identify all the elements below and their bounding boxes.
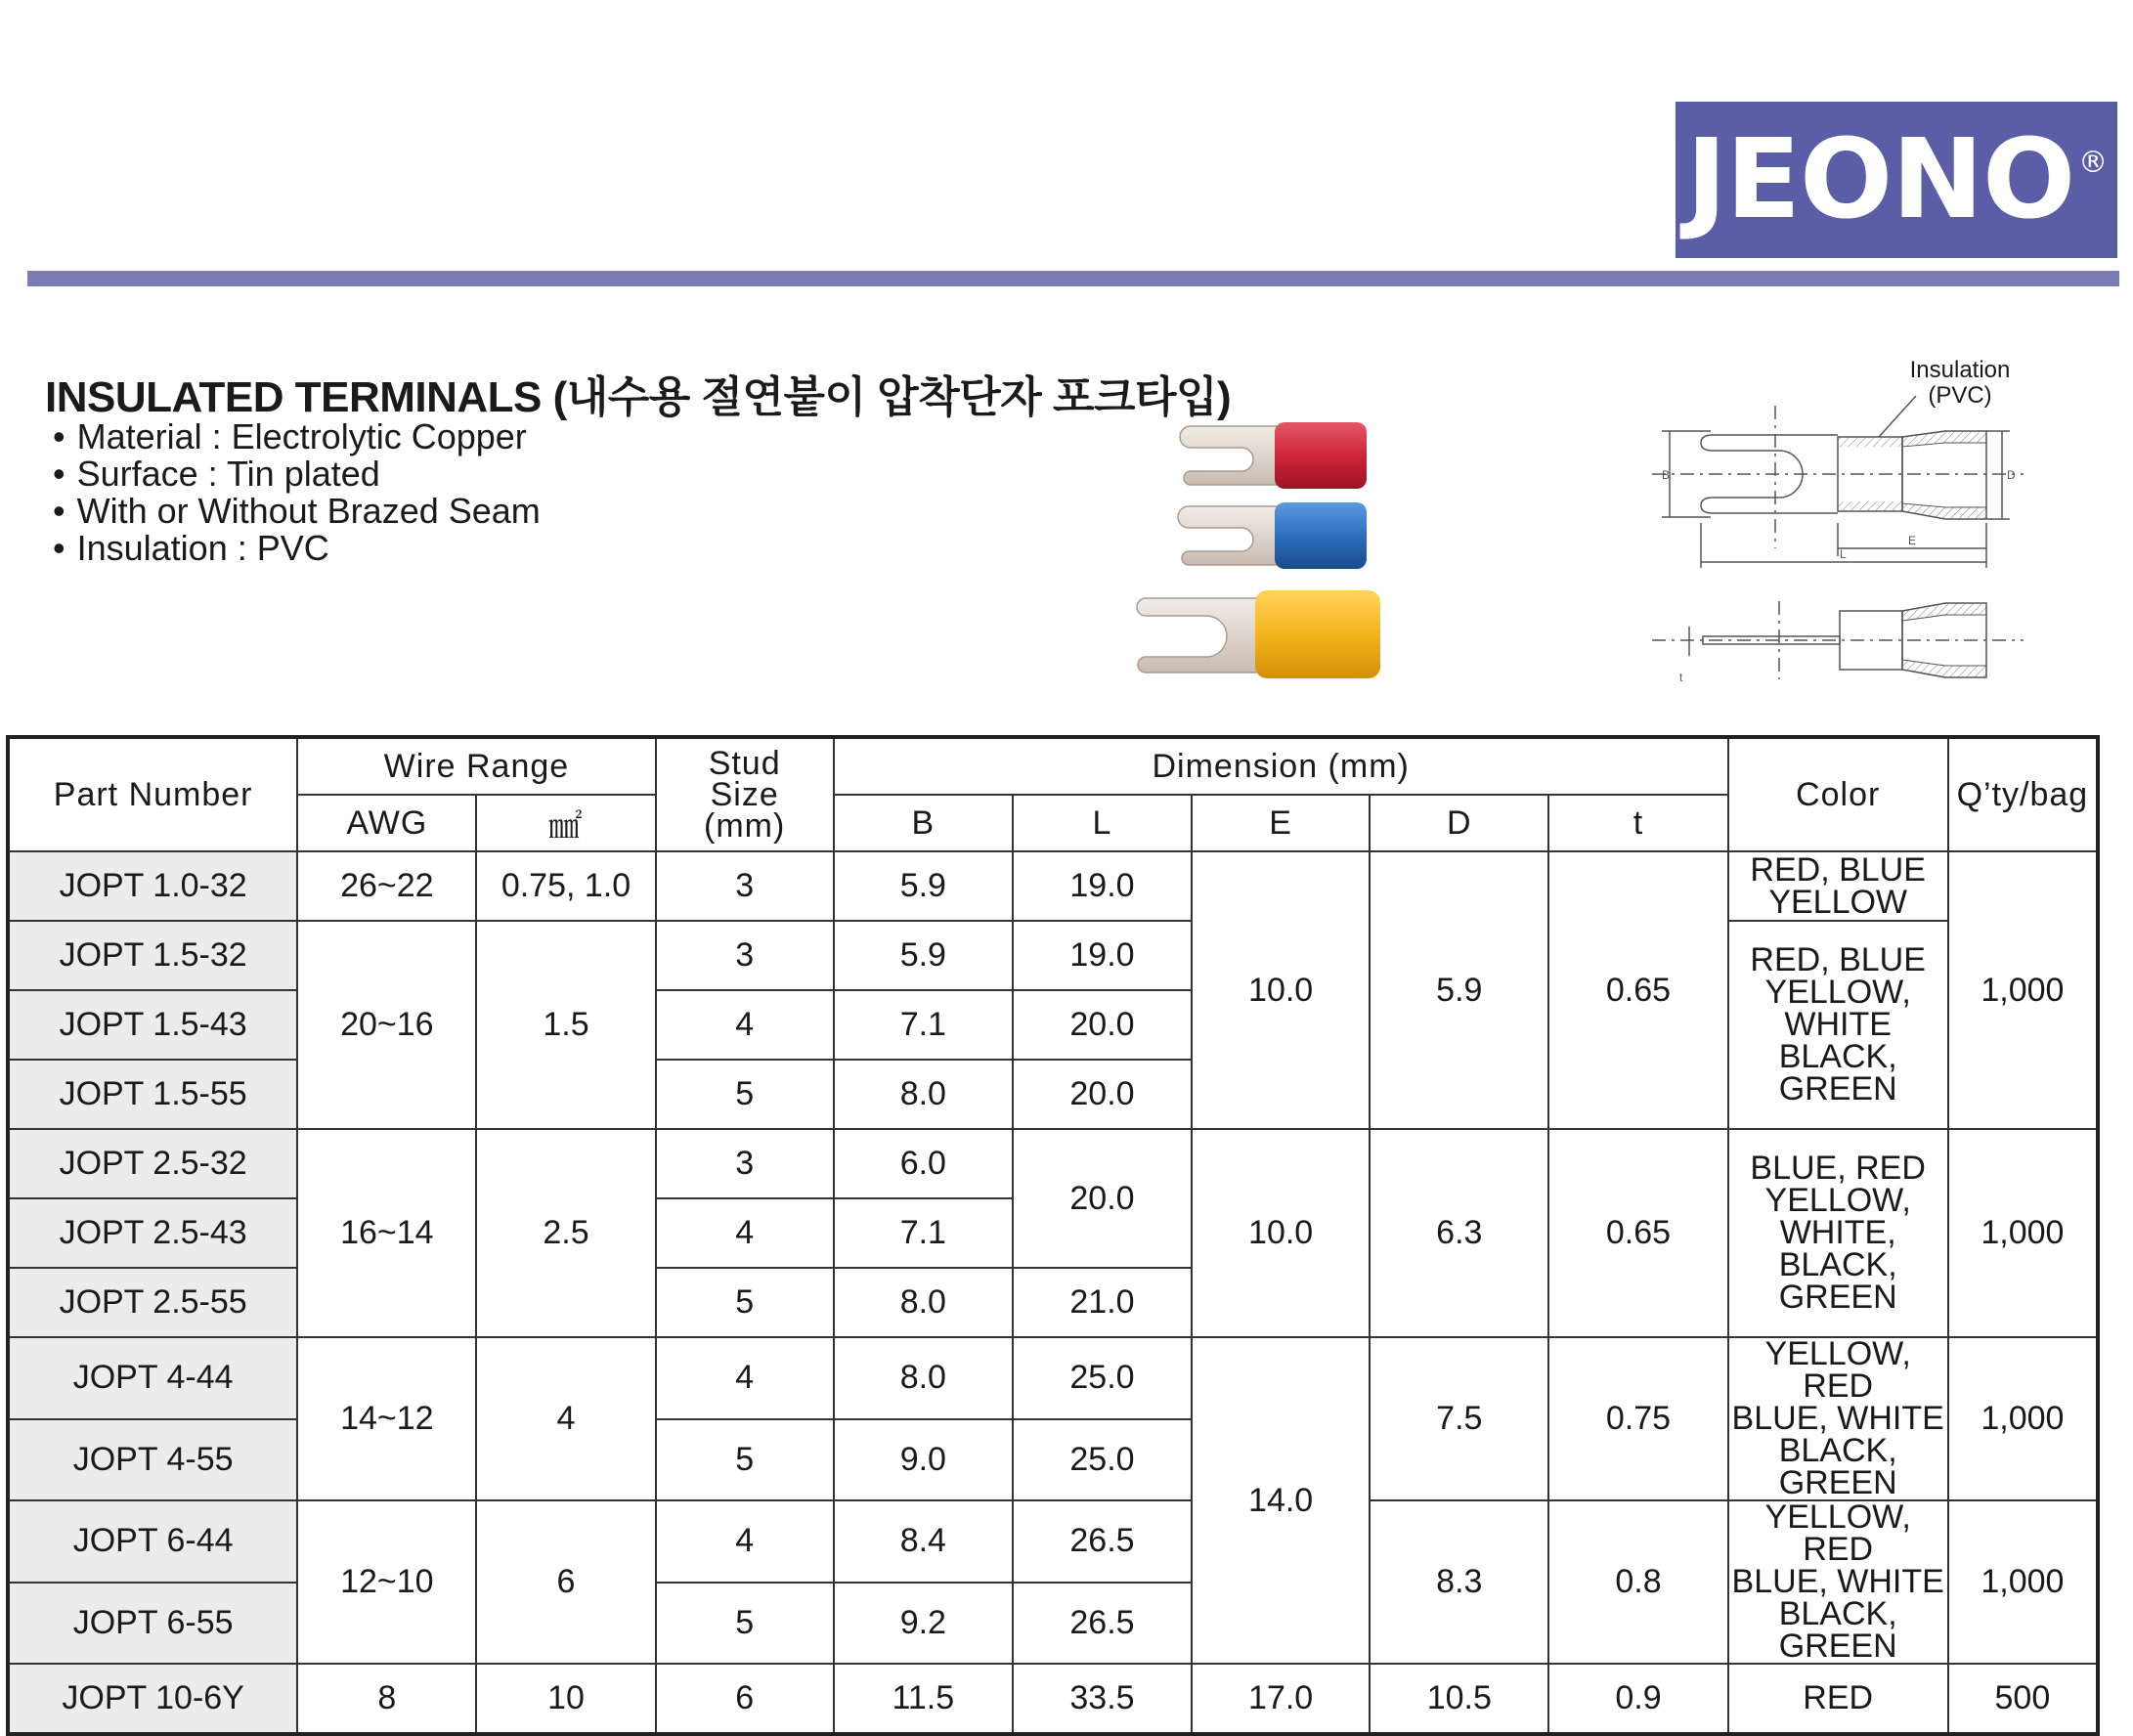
mm2-cell: 6: [476, 1500, 655, 1664]
registered-mark: ®: [2078, 145, 2108, 180]
l-cell: 19.0: [1013, 921, 1192, 990]
mm2-cell: 4: [476, 1337, 655, 1500]
stud-cell: 5: [656, 1268, 834, 1337]
dim-e-label: E: [1908, 534, 1917, 547]
header-color: Color: [1728, 737, 1948, 851]
stud-cell: 5: [656, 1060, 834, 1129]
table-row: [8, 851, 2098, 921]
b-cell: 7.1: [834, 990, 1013, 1060]
awg-cell: 20~16: [297, 921, 476, 1129]
part-number: JOPT 1.5-55: [8, 1060, 297, 1129]
brand-name: JEONO: [1685, 116, 2075, 243]
t-cell: 0.8: [1548, 1500, 1727, 1664]
spec-table: [6, 735, 2100, 1736]
awg-cell: 16~14: [297, 1129, 476, 1337]
d-cell: 5.9: [1370, 851, 1548, 1129]
color-cell: YELLOW, RED BLUE, WHITE BLACK, GREEN: [1728, 1500, 1948, 1664]
color-cell: YELLOW, RED BLUE, WHITE BLACK, GREEN: [1728, 1337, 1948, 1500]
e-cell: 17.0: [1192, 1664, 1370, 1734]
page-title: INSULATED TERMINALS (내수용 절연붙이 압착단자 포크타입): [45, 373, 1232, 421]
header-dimension: Dimension (mm): [834, 737, 1728, 795]
stud-cell: 3: [656, 1129, 834, 1198]
header-e: E: [1192, 795, 1370, 851]
spec-seam: • With or Without Brazed Seam: [53, 493, 541, 530]
awg-cell: 8: [297, 1664, 476, 1734]
header-awg: AWG: [297, 795, 476, 851]
t-cell: 0.9: [1548, 1664, 1727, 1734]
header-qty: Q’ty/bag: [1948, 737, 2098, 851]
l-cell: 25.0: [1013, 1337, 1192, 1419]
b-cell: 9.0: [834, 1419, 1013, 1501]
e-cell: 14.0: [1192, 1337, 1370, 1664]
stud-cell: 3: [656, 921, 834, 990]
d-cell: 8.3: [1370, 1500, 1548, 1664]
l-cell: 20.0: [1013, 1129, 1192, 1268]
mm2-cell: 10: [476, 1664, 655, 1734]
spec-list: [53, 418, 541, 567]
b-cell: 8.0: [834, 1060, 1013, 1129]
header-t: t: [1548, 795, 1727, 851]
l-cell: 20.0: [1013, 1060, 1192, 1129]
product-photo: [1132, 411, 1425, 684]
yellow-terminal: [1137, 590, 1380, 678]
stud-cell: 4: [656, 1500, 834, 1583]
b-cell: 5.9: [834, 921, 1013, 990]
b-cell: 5.9: [834, 851, 1013, 921]
dim-b-label: B: [1662, 468, 1671, 482]
b-cell: 7.1: [834, 1198, 1013, 1268]
part-number: JOPT 2.5-32: [8, 1129, 297, 1198]
technical-drawing: [1623, 357, 2033, 709]
table-row: [8, 1337, 2098, 1419]
awg-cell: 14~12: [297, 1337, 476, 1500]
header-stud-size: Stud Size (mm): [656, 737, 834, 851]
qty-cell: 1,000: [1948, 851, 2098, 1129]
part-number: JOPT 1.5-43: [8, 990, 297, 1060]
table-row: [8, 1500, 2098, 1583]
color-cell: RED, BLUE YELLOW, WHITE BLACK, GREEN: [1728, 921, 1948, 1129]
e-cell: 10.0: [1192, 851, 1370, 1129]
mm2-cell: 1.5: [476, 921, 655, 1129]
dim-l-label: L: [1840, 547, 1847, 561]
color-cell: RED, BLUE YELLOW: [1728, 851, 1948, 921]
awg-cell: 26~22: [297, 851, 476, 921]
stud-cell: 4: [656, 1198, 834, 1268]
part-number: JOPT 4-55: [8, 1419, 297, 1501]
b-cell: 8.0: [834, 1337, 1013, 1419]
qty-cell: 1,000: [1948, 1129, 2098, 1337]
part-number: JOPT 6-44: [8, 1500, 297, 1583]
stud-cell: 3: [656, 851, 834, 921]
mm2-cell: 0.75, 1.0: [476, 851, 655, 921]
b-cell: 8.4: [834, 1500, 1013, 1583]
stud-cell: 5: [656, 1583, 834, 1665]
l-cell: 19.0: [1013, 851, 1192, 921]
header-b: B: [834, 795, 1013, 851]
mm2-cell: 2.5: [476, 1129, 655, 1337]
part-number: JOPT 10-6Y: [8, 1664, 297, 1734]
table-row: [8, 1664, 2098, 1734]
t-cell: 0.65: [1548, 1129, 1727, 1337]
d-cell: 7.5: [1370, 1337, 1548, 1500]
l-cell: 26.5: [1013, 1500, 1192, 1583]
header-d: D: [1370, 795, 1548, 851]
stud-cell: 4: [656, 1337, 834, 1419]
header-rule: [27, 271, 2119, 286]
dim-d-label: D: [2007, 468, 2016, 482]
b-cell: 9.2: [834, 1583, 1013, 1665]
header-wire-range: Wire Range: [297, 737, 655, 795]
part-number: JOPT 1.0-32: [8, 851, 297, 921]
t-cell: 0.65: [1548, 851, 1727, 1129]
l-cell: 21.0: [1013, 1268, 1192, 1337]
t-cell: 0.75: [1548, 1337, 1727, 1500]
qty-cell: 1,000: [1948, 1500, 2098, 1664]
header-l: L: [1013, 795, 1192, 851]
e-cell: 10.0: [1192, 1129, 1370, 1337]
qty-cell: 1,000: [1948, 1337, 2098, 1500]
stud-cell: 4: [656, 990, 834, 1060]
b-cell: 8.0: [834, 1268, 1013, 1337]
b-cell: 11.5: [834, 1664, 1013, 1734]
table-row: [8, 921, 2098, 990]
b-cell: 6.0: [834, 1129, 1013, 1198]
spec-material: • Material : Electrolytic Copper: [53, 418, 541, 456]
l-cell: 20.0: [1013, 990, 1192, 1060]
stud-cell: 5: [656, 1419, 834, 1501]
l-cell: 33.5: [1013, 1664, 1192, 1734]
d-cell: 10.5: [1370, 1664, 1548, 1734]
spec-surface: • Surface : Tin plated: [53, 456, 541, 493]
part-number: JOPT 6-55: [8, 1583, 297, 1665]
stud-cell: 6: [656, 1664, 834, 1734]
d-cell: 6.3: [1370, 1129, 1548, 1337]
header-part-number: Part Number: [8, 737, 297, 851]
part-number: JOPT 2.5-43: [8, 1198, 297, 1268]
qty-cell: 500: [1948, 1664, 2098, 1734]
header-mm2: ㎟: [476, 795, 655, 851]
l-cell: 25.0: [1013, 1419, 1192, 1501]
awg-cell: 12~10: [297, 1500, 476, 1664]
insulation-label: Insulation (PVC): [1909, 357, 2011, 409]
part-number: JOPT 4-44: [8, 1337, 297, 1419]
brand-logo: [1676, 102, 2117, 258]
blue-terminal: [1178, 502, 1367, 569]
l-cell: 26.5: [1013, 1583, 1192, 1665]
red-terminal: [1180, 422, 1367, 489]
color-cell: BLUE, RED YELLOW, WHITE, BLACK, GREEN: [1728, 1129, 1948, 1337]
dim-t-label: t: [1679, 671, 1683, 684]
color-cell: RED: [1728, 1664, 1948, 1734]
part-number: JOPT 1.5-32: [8, 921, 297, 990]
part-number: JOPT 2.5-55: [8, 1268, 297, 1337]
table-row: [8, 1129, 2098, 1198]
spec-insulation: • Insulation : PVC: [53, 530, 541, 567]
